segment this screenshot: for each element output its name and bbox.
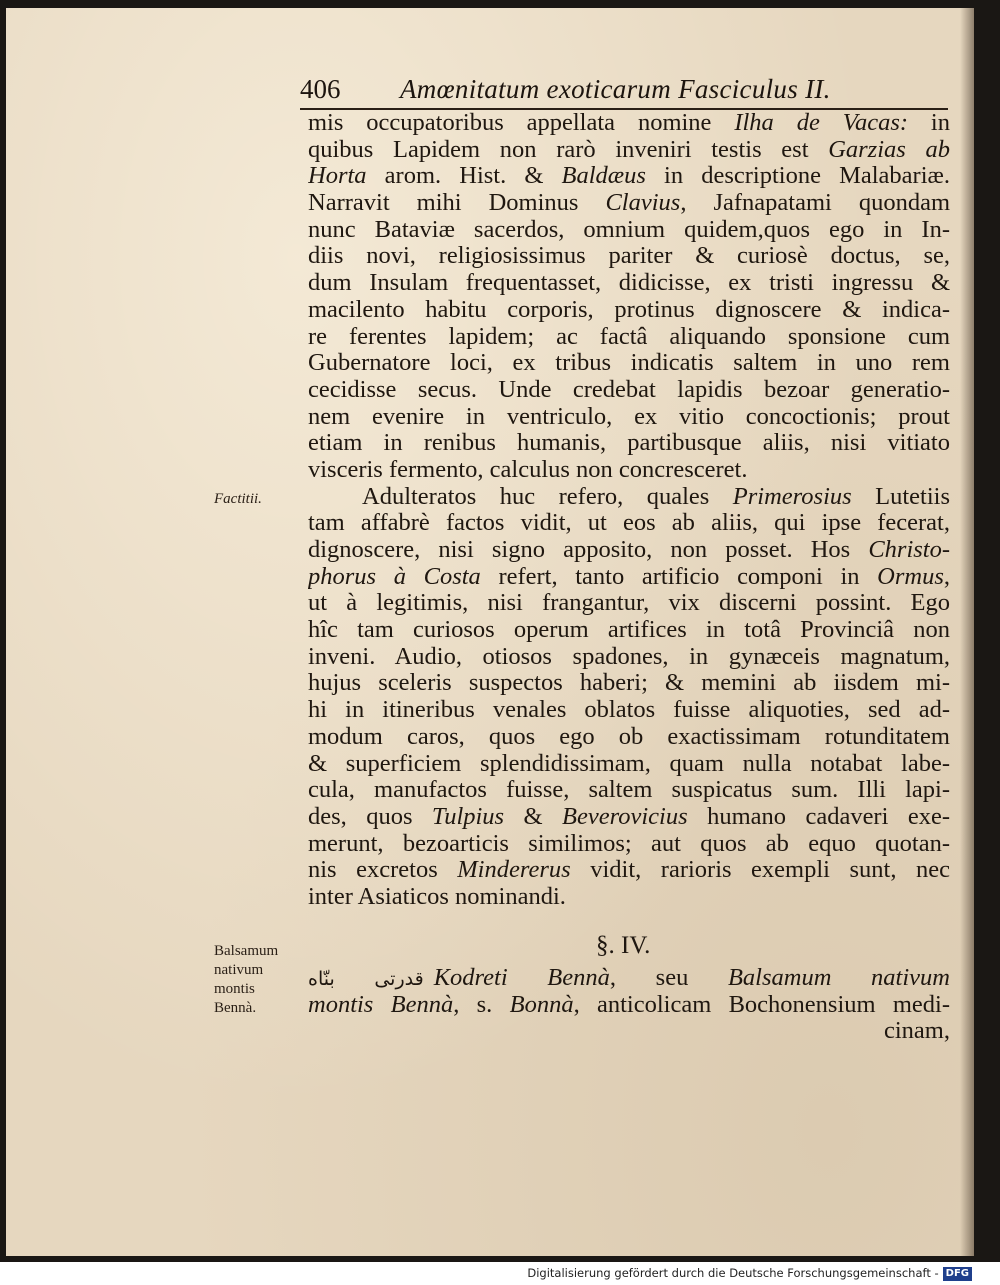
text-line bbox=[308, 644, 950, 671]
text-line bbox=[308, 137, 950, 164]
margin-note-line: Bennà. bbox=[214, 1000, 257, 1016]
italic-text: Horta bbox=[308, 163, 367, 190]
section-heading: §. IV. bbox=[596, 932, 651, 959]
arabic-term: قدرتی بنّاه bbox=[308, 968, 424, 990]
text-span: dum Insulam frequentasset, didicisse, ex tristi ingressu & bbox=[308, 270, 950, 297]
italic-text: Garzias ab bbox=[828, 136, 950, 163]
text-span: arom. Hist. & bbox=[366, 163, 562, 190]
text-line bbox=[308, 831, 950, 858]
running-title: Amœnitatum exoticarum Fasciculus II. bbox=[400, 74, 831, 104]
text-line bbox=[308, 965, 950, 992]
text-line bbox=[308, 804, 950, 831]
digitization-credit bbox=[527, 1266, 972, 1281]
page-gutter-shadow bbox=[960, 8, 974, 1256]
text-line bbox=[308, 590, 950, 617]
text-span: refert, tanto artificio componi in bbox=[480, 563, 878, 590]
text-line bbox=[308, 1018, 950, 1045]
italic-text: Primerosius bbox=[732, 483, 852, 510]
text-line bbox=[308, 617, 950, 644]
text-span: Lutetiis bbox=[851, 483, 950, 510]
section-text bbox=[308, 965, 950, 1045]
margin-note-balsamum bbox=[214, 942, 278, 1018]
margin-note-line: nativum bbox=[214, 962, 264, 978]
text-line bbox=[308, 190, 950, 217]
text-span: etiam in renibus humanis, partibusque aliis, nisi vitiato bbox=[308, 430, 950, 457]
text-span: , anticolicam Bochonensium medi- bbox=[573, 991, 950, 1018]
italic-text: phorus à Costa bbox=[308, 563, 481, 590]
credit-text: Digitalisierung gefördert durch die Deutsche Forschungsgemeinschaft - bbox=[527, 1266, 939, 1280]
text-span: nis excretos bbox=[308, 857, 458, 884]
text-span: ut à legitimis, nisi frangantur, vix discerni possint. Ego bbox=[308, 590, 950, 617]
text-span: merunt, bezoarticis similimos; aut quos ab equo quotan- bbox=[308, 830, 950, 857]
text-line bbox=[308, 297, 950, 324]
text-line bbox=[308, 243, 950, 270]
italic-text: Mindererus bbox=[457, 857, 571, 884]
text-span: in descriptione Malabariæ. bbox=[645, 163, 950, 190]
text-span: re ferentes lapidem; ac factâ aliquando sponsione cum bbox=[308, 323, 950, 350]
text-span: nunc Bataviæ sacerdos, omnium quidem,quos ego in In- bbox=[308, 216, 950, 243]
italic-text: Ilha de Vacas: bbox=[734, 110, 909, 136]
page-number: 406 bbox=[300, 74, 341, 104]
text-line bbox=[308, 270, 950, 297]
italic-text: Clavius bbox=[605, 190, 681, 217]
text-span: modum caros, quos ego ob exactissimam rotunditatem bbox=[308, 723, 950, 750]
body-text bbox=[308, 110, 950, 911]
text-line bbox=[308, 510, 950, 537]
text-line bbox=[308, 430, 950, 457]
text-span: hi in itineribus venales oblatos fuisse aliquoties, sed ad- bbox=[308, 697, 950, 724]
text-span: in bbox=[908, 110, 950, 136]
running-head bbox=[300, 72, 948, 108]
text-span: hujus sceleris suspectos haberi; & memini ab iisdem mi- bbox=[308, 670, 950, 697]
italic-text: Kodreti Bennà bbox=[433, 965, 610, 991]
text-span: des, quos bbox=[308, 803, 432, 830]
text-span: humano cadaveri exe- bbox=[687, 803, 950, 830]
text-line bbox=[308, 163, 950, 190]
italic-text: Christo- bbox=[868, 537, 950, 563]
text-span: vidit, rarioris exempli sunt, nec bbox=[570, 857, 950, 884]
text-span: quibus Lapidem non rarò inveniri testis est bbox=[308, 136, 829, 163]
italic-text: montis Bennà bbox=[308, 991, 454, 1018]
text-line bbox=[308, 457, 950, 484]
text-line bbox=[308, 564, 950, 591]
text-line bbox=[308, 724, 950, 751]
italic-text: Beverovicius bbox=[562, 803, 688, 830]
text-line bbox=[308, 377, 950, 404]
text-line bbox=[308, 884, 950, 911]
text-span: Adulteratos huc refero, quales bbox=[362, 483, 733, 510]
italic-text: Tulpius bbox=[431, 803, 505, 830]
text-span: Gubernatore loci, ex tribus indicatis saltem in uno rem bbox=[308, 350, 950, 377]
italic-text: Balsamum nativum bbox=[727, 965, 950, 991]
text-line bbox=[308, 697, 950, 724]
text-line bbox=[308, 992, 950, 1019]
text-span: cula, manufactos fuisse, saltem suspicatus sum. Illi lapi- bbox=[308, 777, 950, 804]
text-span: , seu bbox=[609, 965, 728, 991]
text-span: dignoscere, nisi signo apposito, non posset. Hos bbox=[308, 537, 869, 563]
text-span: inter Asiaticos nominandi. bbox=[308, 883, 566, 910]
text-line bbox=[308, 484, 950, 511]
text-line bbox=[308, 777, 950, 804]
text-span: hîc tam curiosos operum artifices in totâ Provinciâ non bbox=[308, 617, 950, 644]
text-span: macilento habitu corporis, protinus dignoscere & indica- bbox=[308, 296, 950, 323]
text-line bbox=[308, 670, 950, 697]
text-span: Narravit mihi Dominus bbox=[308, 190, 606, 217]
text-span: & superficiem splendidissimam, quam nulla notabat labe- bbox=[308, 750, 950, 777]
text-span: , s. bbox=[453, 991, 510, 1018]
text-span: cecidisse secus. Unde credebat lapidis bezoar generatio- bbox=[308, 376, 950, 403]
text-span: & bbox=[504, 803, 563, 830]
dfg-logo: DFG bbox=[943, 1267, 972, 1281]
text-span: visceris fermento, calculus non concresceret. bbox=[308, 456, 748, 483]
text-span: tam affabrè factos vidit, ut eos ab aliis, qui ipse fecerat, bbox=[308, 510, 950, 537]
text-line bbox=[308, 324, 950, 351]
text-line bbox=[308, 857, 950, 884]
italic-text: Ormus bbox=[877, 563, 944, 590]
text-span: , bbox=[943, 563, 950, 590]
text-line bbox=[308, 110, 950, 137]
margin-note-line: Balsamum bbox=[214, 943, 279, 959]
text-line bbox=[308, 404, 950, 431]
text-line bbox=[308, 751, 950, 778]
text-line bbox=[308, 217, 950, 244]
margin-note-factitii: Factitii. bbox=[214, 491, 262, 507]
text-span: cinam, bbox=[884, 1018, 950, 1045]
text-span: nem evenire in ventriculo, ex vitio concoctionis; prout bbox=[308, 403, 950, 430]
text-line bbox=[308, 537, 950, 564]
italic-text: Baldæus bbox=[561, 163, 646, 190]
italic-text: Bonnà bbox=[509, 991, 574, 1018]
text-span: mis occupatoribus appellata nomine bbox=[308, 110, 735, 136]
text-span: inveni. Audio, otiosos spadones, in gynæceis magnatum, bbox=[308, 643, 950, 670]
text-span: , Jafnapatami quondam bbox=[680, 190, 950, 217]
text-line bbox=[308, 350, 950, 377]
margin-note-line: montis bbox=[214, 981, 255, 997]
text-span: diis novi, religiosissimus pariter & curiosè doctus, se, bbox=[308, 243, 950, 270]
